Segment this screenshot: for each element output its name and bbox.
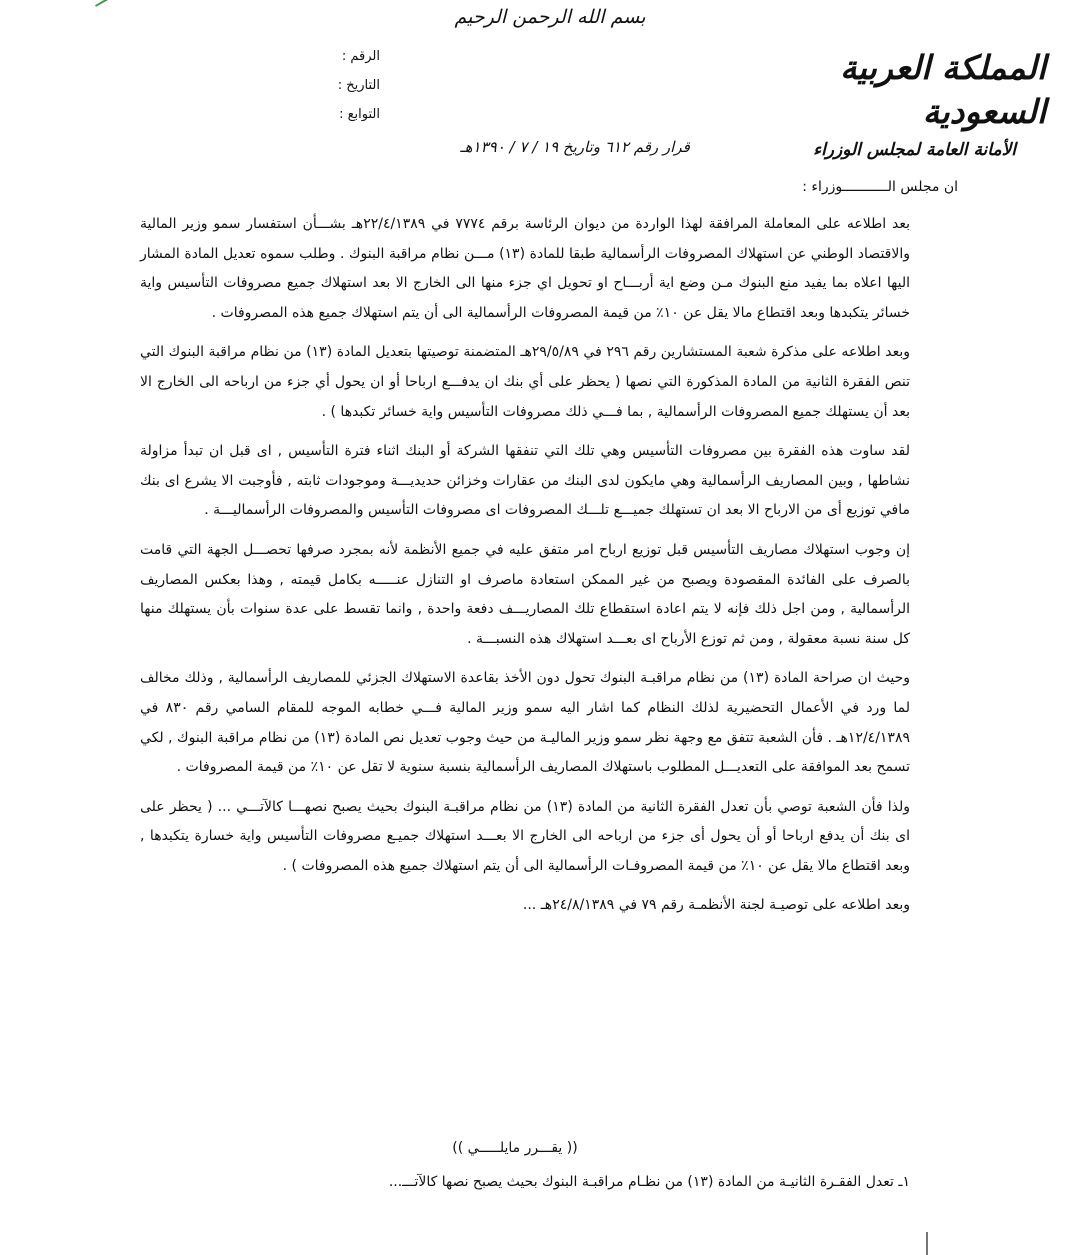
paragraph: وحيث ان صراحة المادة (١٣) من نظام مراقبـة البنوك تحول دون الأخذ بقاعدة الاستهلاك الجزئي للمصاريف الرأسمالية , وذلك مخالف لما ورد في الأعمال التحضيرية لذلك النظام كما اشار اليه سمو وزير المالية فـــي خطابه الموجه للمقام السامي رقم ٨٣٠ في ١٢/٤/١٣٨٩هـ . فأن الشعبة تتفق مع وجهة نظر سمو وزير الماليـة من حيث وجوب تعديل نص المادة (١٣) من نظام مراقبة البنوك , لكي تسمح بعد الموافقة على التعديـــل المطلوب باستهلاك المصاريف الرأسمالية بنسبة سنوية لا تقل عن ١٠٪ من قيمة المصروفات .	[140, 670, 911, 776]
reference-fields	[300, 42, 380, 129]
basmala: بسم الله الرحمن الرحيم	[454, 6, 646, 28]
paragraph: وبعد اطلاعه على توصيـة لجنة الأنظمـة رقم ٧٩ في ٢٤/٨/١٣٨٩هـ ...	[522, 897, 910, 914]
paragraph: لقد ساوت هذه الفقرة بين مصروفات التأسيس وهي تلك التي تنفقها الشركة أو البنك اثناء فترة التأسيس , اى قبل ان تبدأ مزاولة نشاطها , وبين المصاريف الرأسمالية وهي مايكون لدى البنك من عقارات وخزائن حديديـــة وموجودات ثابته , فأوجبت الا يشرع اى بنك مافي توزيع أى من الارباح الا بعد ان تستهلك جميـــع تلـــك المصروفات اى مصروفات التأسيس والمصروفات الرأسماليـــة .	[140, 443, 910, 519]
reference-date-label: التاريخ :	[337, 78, 380, 93]
paragraph: بعد اطلاعه على المعاملة المرافقة لهذا الواردة من ديوان الرئاسة برقم ٧٧٧٤ في ٢٢/٤/١٣٨٩هـ بشـــأن استفسار سمو وزير المالية والاقتصاد الوطني عن استهلاك المصروفات الرأسمالية طبقا للمادة (١٣) مـــن نظام مراقبة البنوك . وطلب سموه تعديل المادة المشار اليها اعلاه بما يفيد منع البنوك مـن وضع اية أربـــاح او تحويل اي جزء منها الى الخارج الا بعد استهلاك جميع مصروفات التأسيس واية خسائر يتكبدها وبعد اقتطاع مالا يقل عن ١٠٪ من قيمة المصروفات الرأسمالية الى أن يتم استهلاك جميع هذه المصروفات .	[140, 216, 911, 321]
decision-number-line: قرار رقم ٦١٢ وتاريخ ١٩ / ٧ / ١٣٩٠هـ	[460, 138, 690, 156]
reference-number-label: الرقم :	[341, 49, 380, 64]
decides-heading: (( يقـــرر مايلـــــي ))	[452, 1140, 578, 1156]
paragraph: ولذا فأن الشعبة توصي بأن تعدل الفقرة الثانية من المادة (١٣) من نظام مراقبـة البنوك بحيث يصبح نصهـــا كالآتـــي ... ( يحظر على اى بنك أن يدفع ارباحا أو أن يحول أى جزء من ارباحه الى الخارج الا بعـــد استهلاك جميـع مصروفات التأسيس واية خسارة يتكبدها , وبعد اقتطاع مالا يقل عن ١٠٪ من قيمة المصروفـات الرأسمالية الى أن يتم استهلاك جميع هذه المصروفات ) .	[140, 798, 910, 874]
kingdom-name: المملكة العربية السعودية	[840, 48, 1046, 131]
paragraph: وبعد اطلاعه على مذكرة شعبة المستشارين رقم ٢٩٦ في ٢٩/٥/٨٩هـ المتضمنة توصيتها بتعديل المادة (١٣) من نظام مراقبة البنوك التي تنص الفقرة الثانية من المادة المذكورة التي نصها ( يحظر على أي بنك ان يدفـــع ارباحا أو ان يحول أي جزء من ارباحه الى الخارج الا بعد أن يستهلك جميع المصروفات الرأسمالية , بما فـــي ذلك مصروفات التأسيس واية خسائر تكبدها ) .	[140, 344, 910, 420]
paragraph: إن وجوب استهلاك مصاريف التأسيس قبل توزيع ارباح امر متفق عليه في جميع الأنظمة لأنه بمجرد صرفها تحصـــل الجهة التي قامت بالصرف على الفائدة المقصودة ويصبح من غير الممكن استعادة ماصرف او التنازل عنـــــه بكامل قيمته , وهذا بعكس المصاريف الرأسمالية , ومن اجل ذلك فإنه لا يتم اعادة استقطاع تلك المصاريـــف دفعة واحدة , وانما تقسط على عدة سنوات بأن يستهلك منها كل سنة نسبة معقولة , ومن ثم توزع الأرباح اى بعـــد استهلاك هذه النسبـــة .	[140, 541, 910, 647]
document-body	[140, 210, 910, 931]
decision-item-one: ١ـ تعدل الفقـرة الثانيـة من المادة (١٣) من نظـام مراقبـة البنوك بحيث يصبح نصها كالآتـــ...	[388, 1174, 910, 1190]
corner-mark	[92, 0, 115, 7]
council-line: ان مجلس الـــــــــــوزراء :	[802, 179, 958, 195]
secretariat-name: الأمانة العامة لمجلس الوزراء	[813, 140, 1016, 160]
scan-edge-line	[926, 1232, 928, 1255]
reference-attachments-label: التوابع :	[339, 107, 380, 122]
